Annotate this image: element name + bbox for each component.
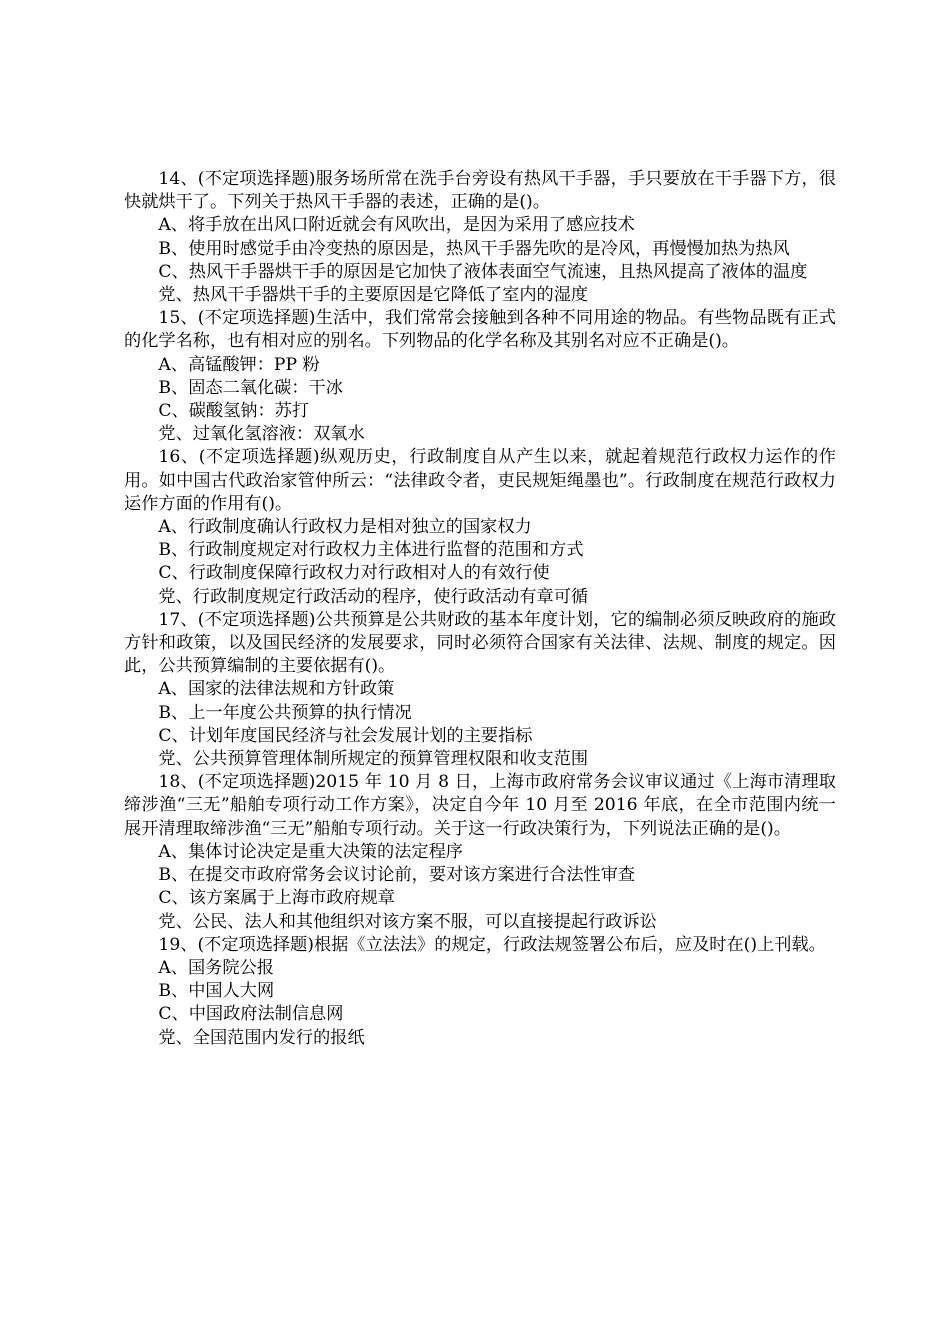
- question-17: [124, 609, 836, 771]
- question-16: [124, 446, 836, 608]
- option-a: A、将手放在出风口附近就会有风吹出，是因为采用了感应技术: [158, 215, 635, 236]
- question-stem: 19、(不定项选择题)根据《立法法》的规定，行政法规签署公布后，应及时在()上刊载。: [158, 934, 826, 955]
- option-c: C、热风干手器烘干手的原因是它加快了液体表面空气流速，且热风提高了液体的温度: [158, 261, 808, 282]
- question-stem: 16、(不定项选择题)纵观历史，行政制度自从产生以来，就起着规范行政权力运作的作用。如中国古代政治家管仲所云：“法律政令者，吏民规矩绳墨也”。行政制度在规范行政权力运作方面的作用有()。: [124, 447, 836, 514]
- option-c: C、该方案属于上海市政府规章: [158, 888, 395, 909]
- question-stem: 15、(不定项选择题)生活中，我们常常会接触到各种不同用途的物品。有些物品既有正式的化学名称，也有相对应的别名。下列物品的化学名称及其别名对应不正确是()。: [124, 308, 836, 352]
- question-15: [124, 307, 836, 446]
- option-a: A、行政制度确认行政权力是相对独立的国家权力: [158, 517, 532, 538]
- option-b: B、中国人大网: [158, 981, 275, 1002]
- option-a: A、高锰酸钾：PP 粉: [158, 354, 320, 375]
- option-d: 党、全国范围内发行的报纸: [158, 1027, 365, 1048]
- question-stem: 17、(不定项选择题)公共预算是公共财政的基本年度计划，它的编制必须反映政府的施政方针和政策，以及国民经济的发展要求，同时必须符合国家有关法律、法规、制度的规定。因此，公共预算编制的主要依据有()。: [124, 609, 836, 677]
- option-c: C、中国政府法制信息网: [158, 1004, 344, 1025]
- option-d: 党、公共预算管理体制所规定的预算管理权限和收支范围: [158, 749, 589, 770]
- question-14: [124, 168, 836, 307]
- question-18: [124, 771, 836, 933]
- option-c: C、行政制度保障行政权力对行政相对人的有效行使: [158, 563, 550, 584]
- option-b: B、使用时感觉手由冷变热的原因是，热风干手器先吹的是冷风，再慢慢加热为热风: [158, 238, 790, 259]
- option-a: A、国务院公报: [158, 957, 274, 978]
- option-d: 党、公民、法人和其他组织对该方案不服，可以直接提起行政诉讼: [158, 911, 657, 932]
- question-19: [124, 934, 836, 1050]
- option-b: B、固态二氧化碳：干冰: [158, 377, 343, 398]
- question-stem: 14、(不定项选择题)服务场所常在洗手台旁设有热风干手器，手只要放在干手器下方，很快就烘干了。下列关于热风干手器的表述，正确的是()。: [124, 169, 836, 213]
- option-b: B、上一年度公共预算的执行情况: [158, 702, 412, 723]
- option-b: B、在提交市政府常务会议讨论前，要对该方案进行合法性审查: [158, 865, 636, 886]
- option-d: 党、热风干手器烘干手的主要原因是它降低了室内的湿度: [158, 285, 589, 306]
- option-c: C、碳酸氢钠：苏打: [158, 401, 310, 422]
- option-d: 党、过氧化氢溶液：双氧水: [158, 424, 365, 445]
- option-b: B、行政制度规定对行政权力主体进行监督的范围和方式: [158, 540, 584, 561]
- option-a: A、集体讨论决定是重大决策的法定程序: [158, 841, 463, 862]
- option-a: A、国家的法律法规和方针政策: [158, 679, 395, 700]
- option-c: C、计划年度国民经济与社会发展计划的主要指标: [158, 725, 533, 746]
- question-stem: 18、(不定项选择题)2015 年 10 月 8 日，上海市政府常务会议审议通过《上海市清理取缔涉渔“三无”船舶专项行动工作方案》，决定自今年 10 月至 2016 年底，在全市范围内统一展开清理取缔涉渔“三无”船舶专项行动。关于这一行政决策行为，下列说法正确的是()。: [124, 772, 836, 839]
- option-d: 党、行政制度规定行政活动的程序，使行政活动有章可循: [158, 586, 589, 607]
- document-page: [124, 168, 836, 1050]
